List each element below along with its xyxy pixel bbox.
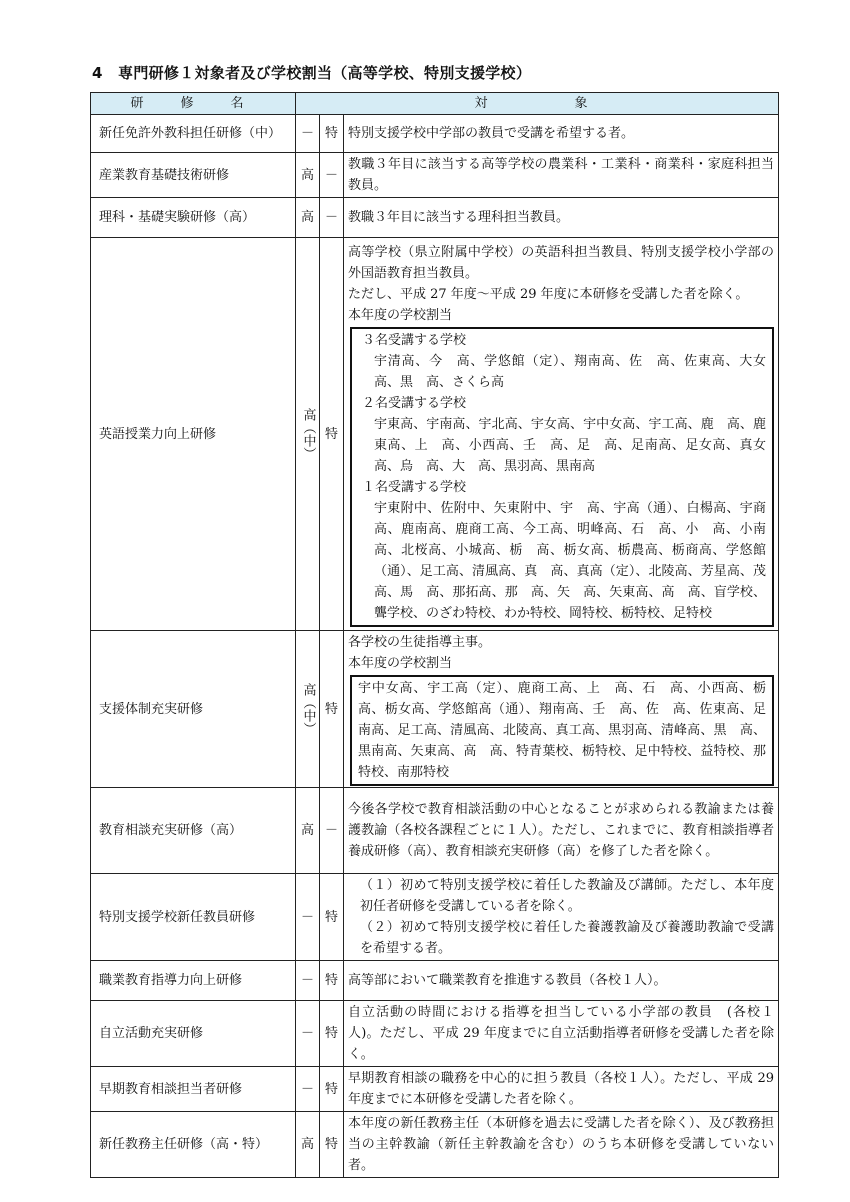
table-row [91,788,779,874]
allocation-box [350,675,780,786]
target-cell [344,874,779,961]
training-name: 産業教育基礎技術研修 [91,153,296,198]
training-name: 特別支援学校新任教員研修 [91,874,296,961]
target-text: 自立活動の時間における指導を担当している小学部の教員 (各校１人)。ただし、平成 29 年度までに自立活動指導者研修を受講した者を除く。 [344,1001,779,1067]
special-school-flag: 特 [320,115,344,153]
special-school-flag: 特 [320,631,344,788]
training-name: 英語授業力向上研修 [91,238,296,631]
table-row [91,1067,779,1112]
training-name: 教育相談充実研修（高） [91,788,296,874]
high-school-flag: 高（中） [296,238,320,631]
target-text: 今後各学校で教育相談活動の中心となることが求められる教諭または養護教諭（各校各課程ごとに１人）。ただし、これまでに、教育相談指導者養成研修（高）、教育相談充実研修（高）を修了した者を除く。 [344,788,779,874]
target-text: 教職３年目に該当する高等学校の農業科・工業科・商業科・家庭科担当教員。 [344,153,779,198]
high-school-flag: 高 [296,1112,320,1178]
allocation-school-list: 宇東高、宇南高、宇北高、宇女高、宇中女高、宇工高、鹿 高、鹿東高、上 高、小西高、壬 高、足 高、足南高、足女高、真女高、烏 高、大 高、黒羽高、黒南高 [374,416,767,474]
training-table [90,92,779,1178]
training-name: 支援体制充実研修 [91,631,296,788]
special-school-flag: 特 [320,874,344,961]
table-row [91,115,779,153]
table-row [91,238,779,631]
section-heading: 4 専門研修１対象者及び学校割当（高等学校、特別支援学校） [92,64,532,82]
special-school-flag: － [320,198,344,238]
training-name: 新任教務主任研修（高・特） [91,1112,296,1178]
table-row [91,961,779,1001]
high-school-flag: 高（中） [296,631,320,788]
high-school-flag: 高 [296,788,320,874]
target-text: 各学校の生徒指導主事。 [348,635,492,650]
high-school-flag: － [296,961,320,1001]
special-school-flag: 特 [320,238,344,631]
training-name: 理科・基礎実験研修（高） [91,198,296,238]
special-school-flag: 特 [320,1067,344,1112]
training-name: 自立活動充実研修 [91,1001,296,1067]
target-text: 本年度の新任教務主任（本研修を過去に受講した者を除く）、及び教務担当の主幹教諭（新任主幹教諭を含む）のうち本研修を受講していない者。 [344,1112,779,1178]
table-row [91,631,779,788]
allocation-group-label: １名受講する学校 [362,479,467,495]
allocation-group-label: ２名受講する学校 [362,395,467,411]
target-text: （２）初めて特別支援学校に着任した養護教諭及び養護助教諭で受講を希望する者。 [360,920,775,956]
target-text: ただし、平成 27 年度～平成 29 年度に本研修を受講した者を除く。 [348,286,749,302]
allocation-box [350,327,780,627]
table-row [91,1112,779,1178]
table-row [91,874,779,961]
special-school-flag: － [320,153,344,198]
training-name: 職業教育指導力向上研修 [91,961,296,1001]
special-school-flag: 特 [320,961,344,1001]
high-school-flag: － [296,115,320,153]
high-school-flag: － [296,1067,320,1112]
special-school-flag: 特 [320,1112,344,1178]
table-row [91,1001,779,1067]
allocation-school-list: 宇清高、今 高、学悠館（定）、翔南高、佐 高、佐東高、大女高、黒 高、さくら高 [374,353,767,390]
table-header-row [91,93,779,115]
special-school-flag: － [320,788,344,874]
high-school-flag: － [296,1001,320,1067]
high-school-flag: 高 [296,198,320,238]
target-cell [344,631,779,788]
target-text: 特別支援学校中学部の教員で受講を希望する者。 [344,115,779,153]
allocation-group-label: ３名受講する学校 [362,332,467,348]
table-row [91,153,779,198]
allocation-school-list: 宇中女高、宇工高（定）、鹿商工高、上 高、石 高、小西高、栃 高、栃女高、学悠館高（通）、翔南高、壬 高、佐 高、佐東高、足南高、足工高、清風高、北陵高、真工高、黒羽高、清峰高、黒 高、黒南高、矢東高、高 高、特青葉校、栃特校、足中特校、益特校、那特校、南那特校 [358,681,780,780]
target-text: 高等学校（県立附属中学校）の英語科担当教員、特別支援学校小学部の外国語教育担当教員。 [348,244,775,281]
special-school-flag: 特 [320,1001,344,1067]
high-school-flag: 高 [296,153,320,198]
header-training-name: 研 修 名 [91,93,296,115]
target-text: 本年度の学校割当 [348,656,453,671]
target-cell [344,238,779,631]
allocation-school-list: 宇東附中、佐附中、矢東附中、宇 高、宇高（通）、白楊高、宇商高、鹿南高、鹿商工高、今工高、明峰高、石 高、小 高、小南高、北桜高、小城高、栃 高、栃女高、栃農高、栃商高、学悠館（通）、足工高、清風高、真 高、真高（定）、北陵高、芳星高、茂 高、馬 高、那拓高、那 高、矢 高、矢東高、高 高、盲学校、聾学校、のざわ特校、わか特校、岡特校、栃特校、足特校 [374,500,780,621]
target-text: 本年度の学校割当 [348,307,453,323]
target-text: （１）初めて特別支援学校に着任した教諭及び講師。ただし、本年度初任者研修を受講している者を除く。 [360,878,775,914]
target-text: 高等部において職業教育を推進する教員（各校１人）。 [344,961,779,1001]
table-row [91,198,779,238]
training-name: 早期教育相談担当者研修 [91,1067,296,1112]
training-name: 新任免許外教科担任研修（中） [91,115,296,153]
target-text: 早期教育相談の職務を中心的に担う教員（各校１人）。ただし、平成 29 年度までに本研修を受講した者を除く。 [344,1067,779,1112]
header-target: 対 象 [296,93,779,115]
high-school-flag: － [296,874,320,961]
target-text: 教職３年目に該当する理科担当教員。 [344,198,779,238]
